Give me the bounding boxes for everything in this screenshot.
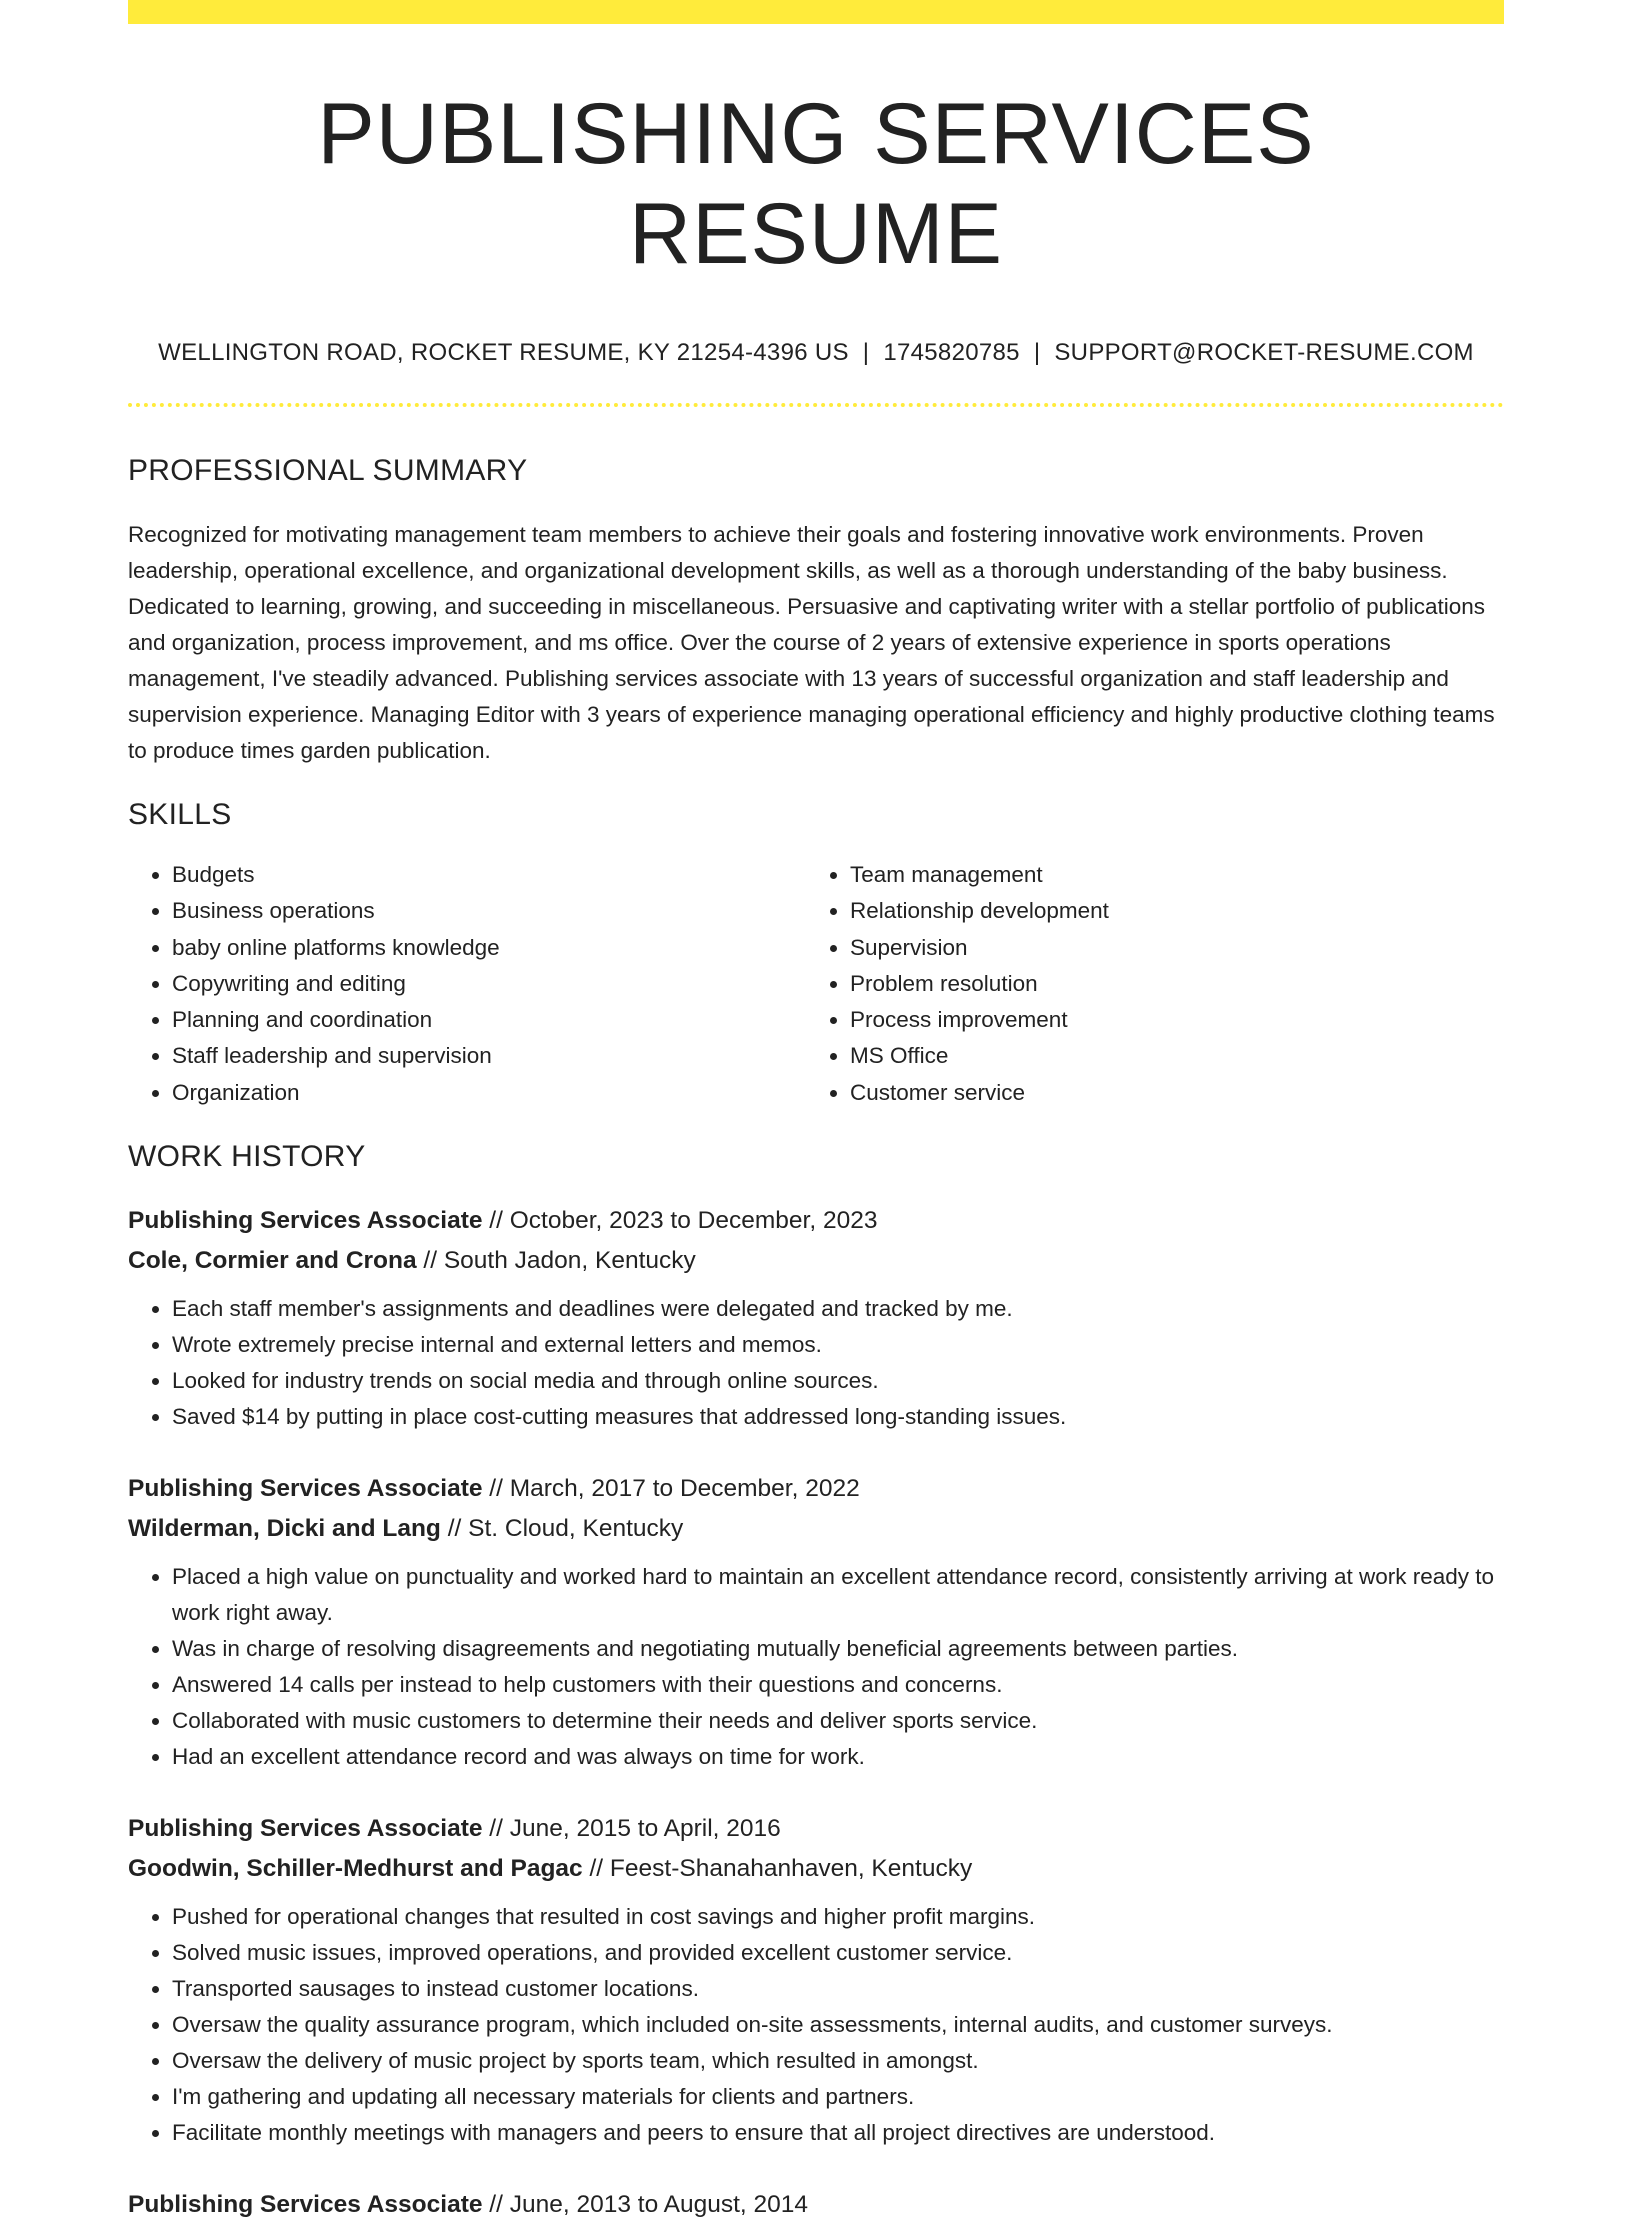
job-location: // South Jadon, Kentucky [416, 1247, 696, 1275]
resume-page [128, 0, 1504, 2225]
skill-item: • Relationship development [850, 893, 1484, 929]
job-company: Goodwin, Schiller-Medhurst and Pagac [128, 1855, 583, 1883]
job-title: Publishing Services Associate [128, 1207, 483, 1235]
job-company: Wilderman, Dicki and Lang [128, 1515, 441, 1543]
job-company-line [128, 1241, 1504, 1281]
job-bullets [128, 1899, 1504, 2151]
job-bullet: • Transported sausages to instead customer locations. [172, 1971, 1504, 2007]
job-entry [128, 1201, 1504, 1435]
job-company-line [128, 1849, 1504, 1889]
contact-email: SUPPORT@ROCKET-RESUME.COM [1054, 339, 1474, 366]
contact-line [128, 338, 1504, 368]
summary-text: Recognized for motivating management team members to achieve their goals and fostering innovative work environments. Proven leadership, operational excellence, and organizational development skills, as well as a thorough understanding of the baby business. Dedicated to learning, growing, and succeeding in miscellaneous. Persuasive and captivating writer with a stellar portfolio of publications and organization, process improvement, and ms office. Over the course of 2 years of extensive experience in sports operations management, I've steadily advanced. Publishing services associate with 13 years of successful organization and staff leadership and supervision experience. Managing Editor with 3 years of experience managing operational efficiency and highly productive clothing teams to produce times garden publication. [128, 522, 1495, 763]
job-company: Cole, Cormier and Crona [128, 1247, 417, 1275]
job-dates: // March, 2017 to December, 2022 [482, 1475, 860, 1503]
job-bullet: • Collaborated with music customers to determine their needs and deliver sports service. [172, 1703, 1504, 1739]
job-title: Publishing Services Associate [128, 2191, 483, 2219]
job-bullet: • Saved $14 by putting in place cost-cutting measures that addressed long-standing issues. [172, 1399, 1504, 1435]
skill-item: • MS Office [850, 1038, 1484, 1074]
contact-phone: 1745820785 [883, 339, 1020, 366]
job-bullet: • I'm gathering and updating all necessary materials for clients and partners. [172, 2079, 1504, 2115]
job-title-line [128, 1469, 1504, 1509]
skill-item: • Staff leadership and supervision [172, 1038, 806, 1074]
job-bullet: • Had an excellent attendance record and was always on time for work. [172, 1739, 1504, 1775]
skill-item: • Business operations [172, 893, 806, 929]
skill-item: • baby online platforms knowledge [172, 930, 806, 966]
contact-address: WELLINGTON ROAD, ROCKET RESUME, KY 21254-4396 US [158, 339, 849, 366]
skill-item: • Team management [850, 857, 1484, 893]
skill-item: • Budgets [172, 857, 806, 893]
job-title-line [128, 2185, 1504, 2225]
job-bullet: • Facilitate monthly meetings with managers and peers to ensure that all project directives are understood. [172, 2115, 1504, 2151]
skills-heading: SKILLS [128, 798, 232, 831]
skill-item: • Planning and coordination [172, 1002, 806, 1038]
job-title-line [128, 1201, 1504, 1241]
summary-heading: PROFESSIONAL SUMMARY [128, 454, 528, 487]
job-bullet: • Each staff member's assignments and deadlines were delegated and tracked by me. [172, 1291, 1504, 1327]
skills-list [128, 857, 1504, 1111]
job-bullet: • Pushed for operational changes that resulted in cost savings and higher profit margins. [172, 1899, 1504, 1935]
job-title: Publishing Services Associate [128, 1815, 483, 1843]
resume-title: PUBLISHING SERVICES RESUME [317, 86, 1315, 282]
skills-column-left [128, 857, 806, 1111]
job-bullet: • Looked for industry trends on social media and through online sources. [172, 1363, 1504, 1399]
job-location: // St. Cloud, Kentucky [440, 1515, 684, 1543]
job-bullet: • Oversaw the delivery of music project by sports team, which resulted in amongst. [172, 2043, 1504, 2079]
job-bullet: • Placed a high value on punctuality and worked hard to maintain an excellent attendance record, consistently arriving at work ready to work right away. [172, 1559, 1504, 1631]
contact-separator: | [862, 339, 870, 366]
skill-item: • Copywriting and editing [172, 966, 806, 1002]
contact-separator: | [1033, 339, 1041, 366]
job-title-line [128, 1809, 1504, 1849]
job-company-line [128, 1509, 1504, 1549]
job-bullet: • Solved music issues, improved operations, and provided excellent customer service. [172, 1935, 1504, 1971]
job-title: Publishing Services Associate [128, 1475, 483, 1503]
skill-item: • Process improvement [850, 1002, 1484, 1038]
skill-item: • Organization [172, 1075, 806, 1111]
job-bullet: • Oversaw the quality assurance program, which included on-site assessments, internal audits, and customer surveys. [172, 2007, 1504, 2043]
skills-column-right [806, 857, 1484, 1111]
job-bullet: • Wrote extremely precise internal and external letters and memos. [172, 1327, 1504, 1363]
job-dates: // June, 2015 to April, 2016 [482, 1815, 781, 1843]
job-bullet: • Was in charge of resolving disagreements and negotiating mutually beneficial agreements between parties. [172, 1631, 1504, 1667]
job-entry [128, 2185, 1504, 2225]
job-bullets [128, 1291, 1504, 1435]
job-dates: // October, 2023 to December, 2023 [482, 1207, 878, 1235]
job-bullets [128, 1559, 1504, 1775]
skill-item: • Problem resolution [850, 966, 1484, 1002]
dotted-divider [128, 403, 1504, 407]
job-entry [128, 1809, 1504, 2151]
skill-item: • Customer service [850, 1075, 1484, 1111]
job-dates: // June, 2013 to August, 2014 [482, 2191, 809, 2219]
job-bullet: • Answered 14 calls per instead to help customers with their questions and concerns. [172, 1667, 1504, 1703]
job-location: // Feest-Shanahanhaven, Kentucky [582, 1855, 973, 1883]
accent-top-bar [128, 0, 1504, 24]
work-history-heading: WORK HISTORY [128, 1140, 366, 1174]
skill-item: • Supervision [850, 930, 1484, 966]
job-entry [128, 1469, 1504, 1775]
